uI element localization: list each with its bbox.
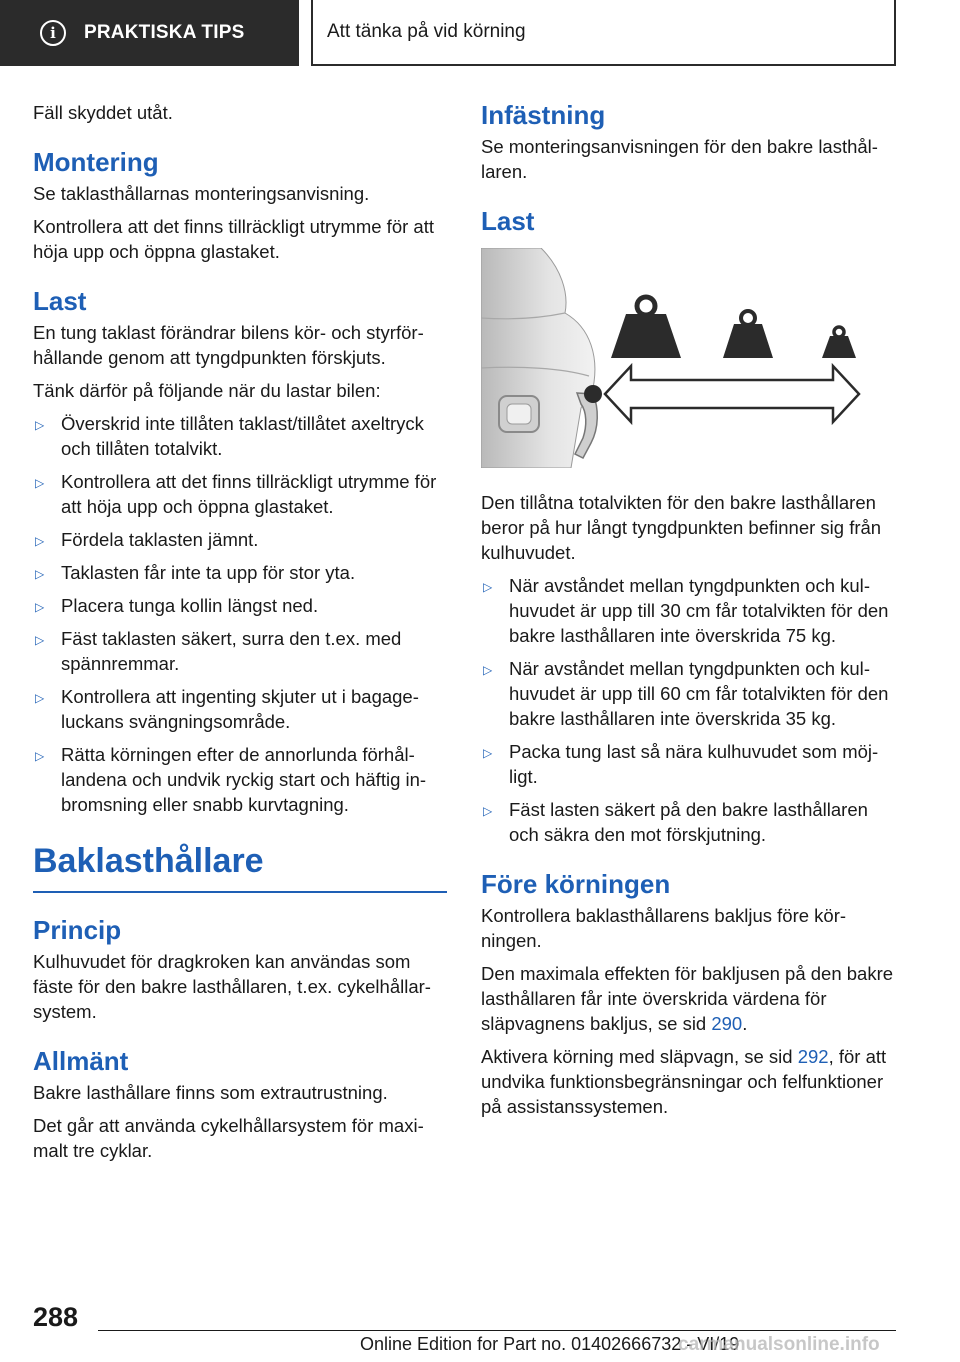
infastning-p1: Se monteringsanvisningen för den bakre lasthållaren. [481,136,878,182]
right-column [481,100,896,1127]
triangle-bullet-icon: ▷ [35,476,45,490]
triangle-bullet-icon: ▷ [483,804,493,818]
princip-p1: Kulhuvudet för dragkroken kan användas som fäste för den bakre lasthållaren, t.ex. cykelhållarsystem. [33,951,431,1022]
list-item: ▷ Placera tunga kollin längst ned. [33,593,447,618]
watermark: carmanualsonline.info [678,1334,880,1355]
rear-load-illustration [481,248,896,468]
page-link-292[interactable]: 292 [797,1046,829,1067]
chapter-label: Att tänka på vid körning [327,21,526,42]
chapter-box [311,0,896,66]
list-item: ▷ Packa tung last så nära kulhuvudet som möjligt. [483,741,879,787]
last-roof-p2: Tänk därför på följande när du lastar bilen: [33,380,381,401]
heading-last-roof: Last [33,286,87,316]
heading-princip: Princip [33,915,122,945]
roof-load-list [33,411,447,817]
tow-ball [584,385,602,403]
list-item: ▷ När avståndet mellan tyngdpunkten och kulhuvudet är upp till 60 cm får totalvikten för den bakre lasthållaren inte överskrida 35 kg. [483,658,889,729]
montering-p1: Se taklasthållarnas monteringsanvisning. [33,183,370,204]
weight-medium-icon [723,311,773,358]
allmant-p1: Bakre lasthållare finns som extrautrustning. [33,1082,388,1103]
list-item: ▷ Rätta körningen efter de annorlunda förhållandena och undvik ryckig start och häftig inbromsning eller snabb kurvtagning. [35,744,427,815]
montering-p2: Kontrollera att det finns tillräckligt utrymme för att höja upp och öppna glastaket. [33,216,434,262]
triangle-bullet-icon: ▷ [35,600,45,614]
list-item: ▷ Taklasten får inte ta upp för stor yta. [33,560,447,585]
last-rear-p1: Den tillåtna totalvikten för den bakre lasthållaren beror på hur långt tyngdpunkten befinner sig från kulhuvudet. [481,492,882,563]
list-item: ▷ Fördela taklasten jämnt. [33,527,447,552]
fore-p3: Aktivera körning med släpvagn, se sid 292, för att undvika funktionsbegränsningar och felfunktioner på assistanssystemen. [481,1046,887,1117]
list-item: ▷ Överskrid inte tillåten taklast/tillåtet axeltryck och tillåten totalvikt. [35,413,424,459]
info-icon: i [40,20,66,46]
distance-arrow [605,366,859,422]
triangle-bullet-icon: ▷ [35,633,45,647]
triangle-bullet-icon: ▷ [483,663,493,677]
page-header [0,0,960,66]
fore-p2: Den maximala effekten för bakljusen på den bakre lasthållaren får inte överskrida värdena för släpvagnens bakljus, se sid 290. [481,963,894,1034]
page-link-290[interactable]: 290 [711,1013,743,1034]
list-item: ▷ Kontrollera att det finns tillräckligt utrymme för att höja upp och öppna glastaket. [35,471,437,517]
triangle-bullet-icon: ▷ [35,418,45,432]
page-number: 288 [33,1302,79,1332]
fore-p1: Kontrollera baklasthållarens bakljus före körningen. [481,905,847,951]
list-item: ▷ Fäst lasten säkert på den bakre lasthållaren och säkra den mot förskjutning. [483,799,868,845]
section-label: PRAKTISKA TIPS [84,22,245,43]
left-column [33,100,447,1171]
triangle-bullet-icon: ▷ [35,691,45,705]
list-item: ▷ När avståndet mellan tyngdpunkten och kulhuvudet är upp till 30 cm får totalvikten för den bakre lasthållaren inte överskrida 75 kg. [483,575,889,646]
weight-large-icon [611,297,681,358]
section-tab [0,0,299,66]
heading-last-rear: Last [481,206,535,236]
triangle-bullet-icon: ▷ [35,534,45,548]
heading-fore-korningen: Före körningen [481,869,671,899]
list-item: ▷ Fäst taklasten säkert, surra den t.ex. med spännremmar. [35,628,402,674]
list-item: ▷ Kontrollera att ingenting skjuter ut i bagageluckans svängningsområde. [35,686,419,732]
weight-small-icon [822,327,856,358]
last-roof-p1: En tung taklast förändrar bilens kör- och styrförhållande genom att tyngdpunkten förskjuts. [33,322,424,368]
footer-divider [98,1330,896,1331]
triangle-bullet-icon: ▷ [35,749,45,763]
allmant-p2: Det går att använda cykelhållarsystem för maximalt tre cyklar. [33,1115,424,1161]
triangle-bullet-icon: ▷ [483,580,493,594]
heading-montering: Montering [33,147,159,177]
heading-allmant: Allmänt [33,1046,129,1076]
rear-load-list [481,573,896,847]
triangle-bullet-icon: ▷ [35,567,45,581]
triangle-bullet-icon: ▷ [483,746,493,760]
car-rear-shape [481,248,595,468]
heading-baklasthallare: Baklasthållare [33,841,447,893]
heading-infastning: Infästning [481,100,606,130]
intro-text: Fäll skyddet utåt. [33,102,173,123]
edition-text: Online Edition for Part no. 01402666732 - VI/19 [360,1334,740,1354]
